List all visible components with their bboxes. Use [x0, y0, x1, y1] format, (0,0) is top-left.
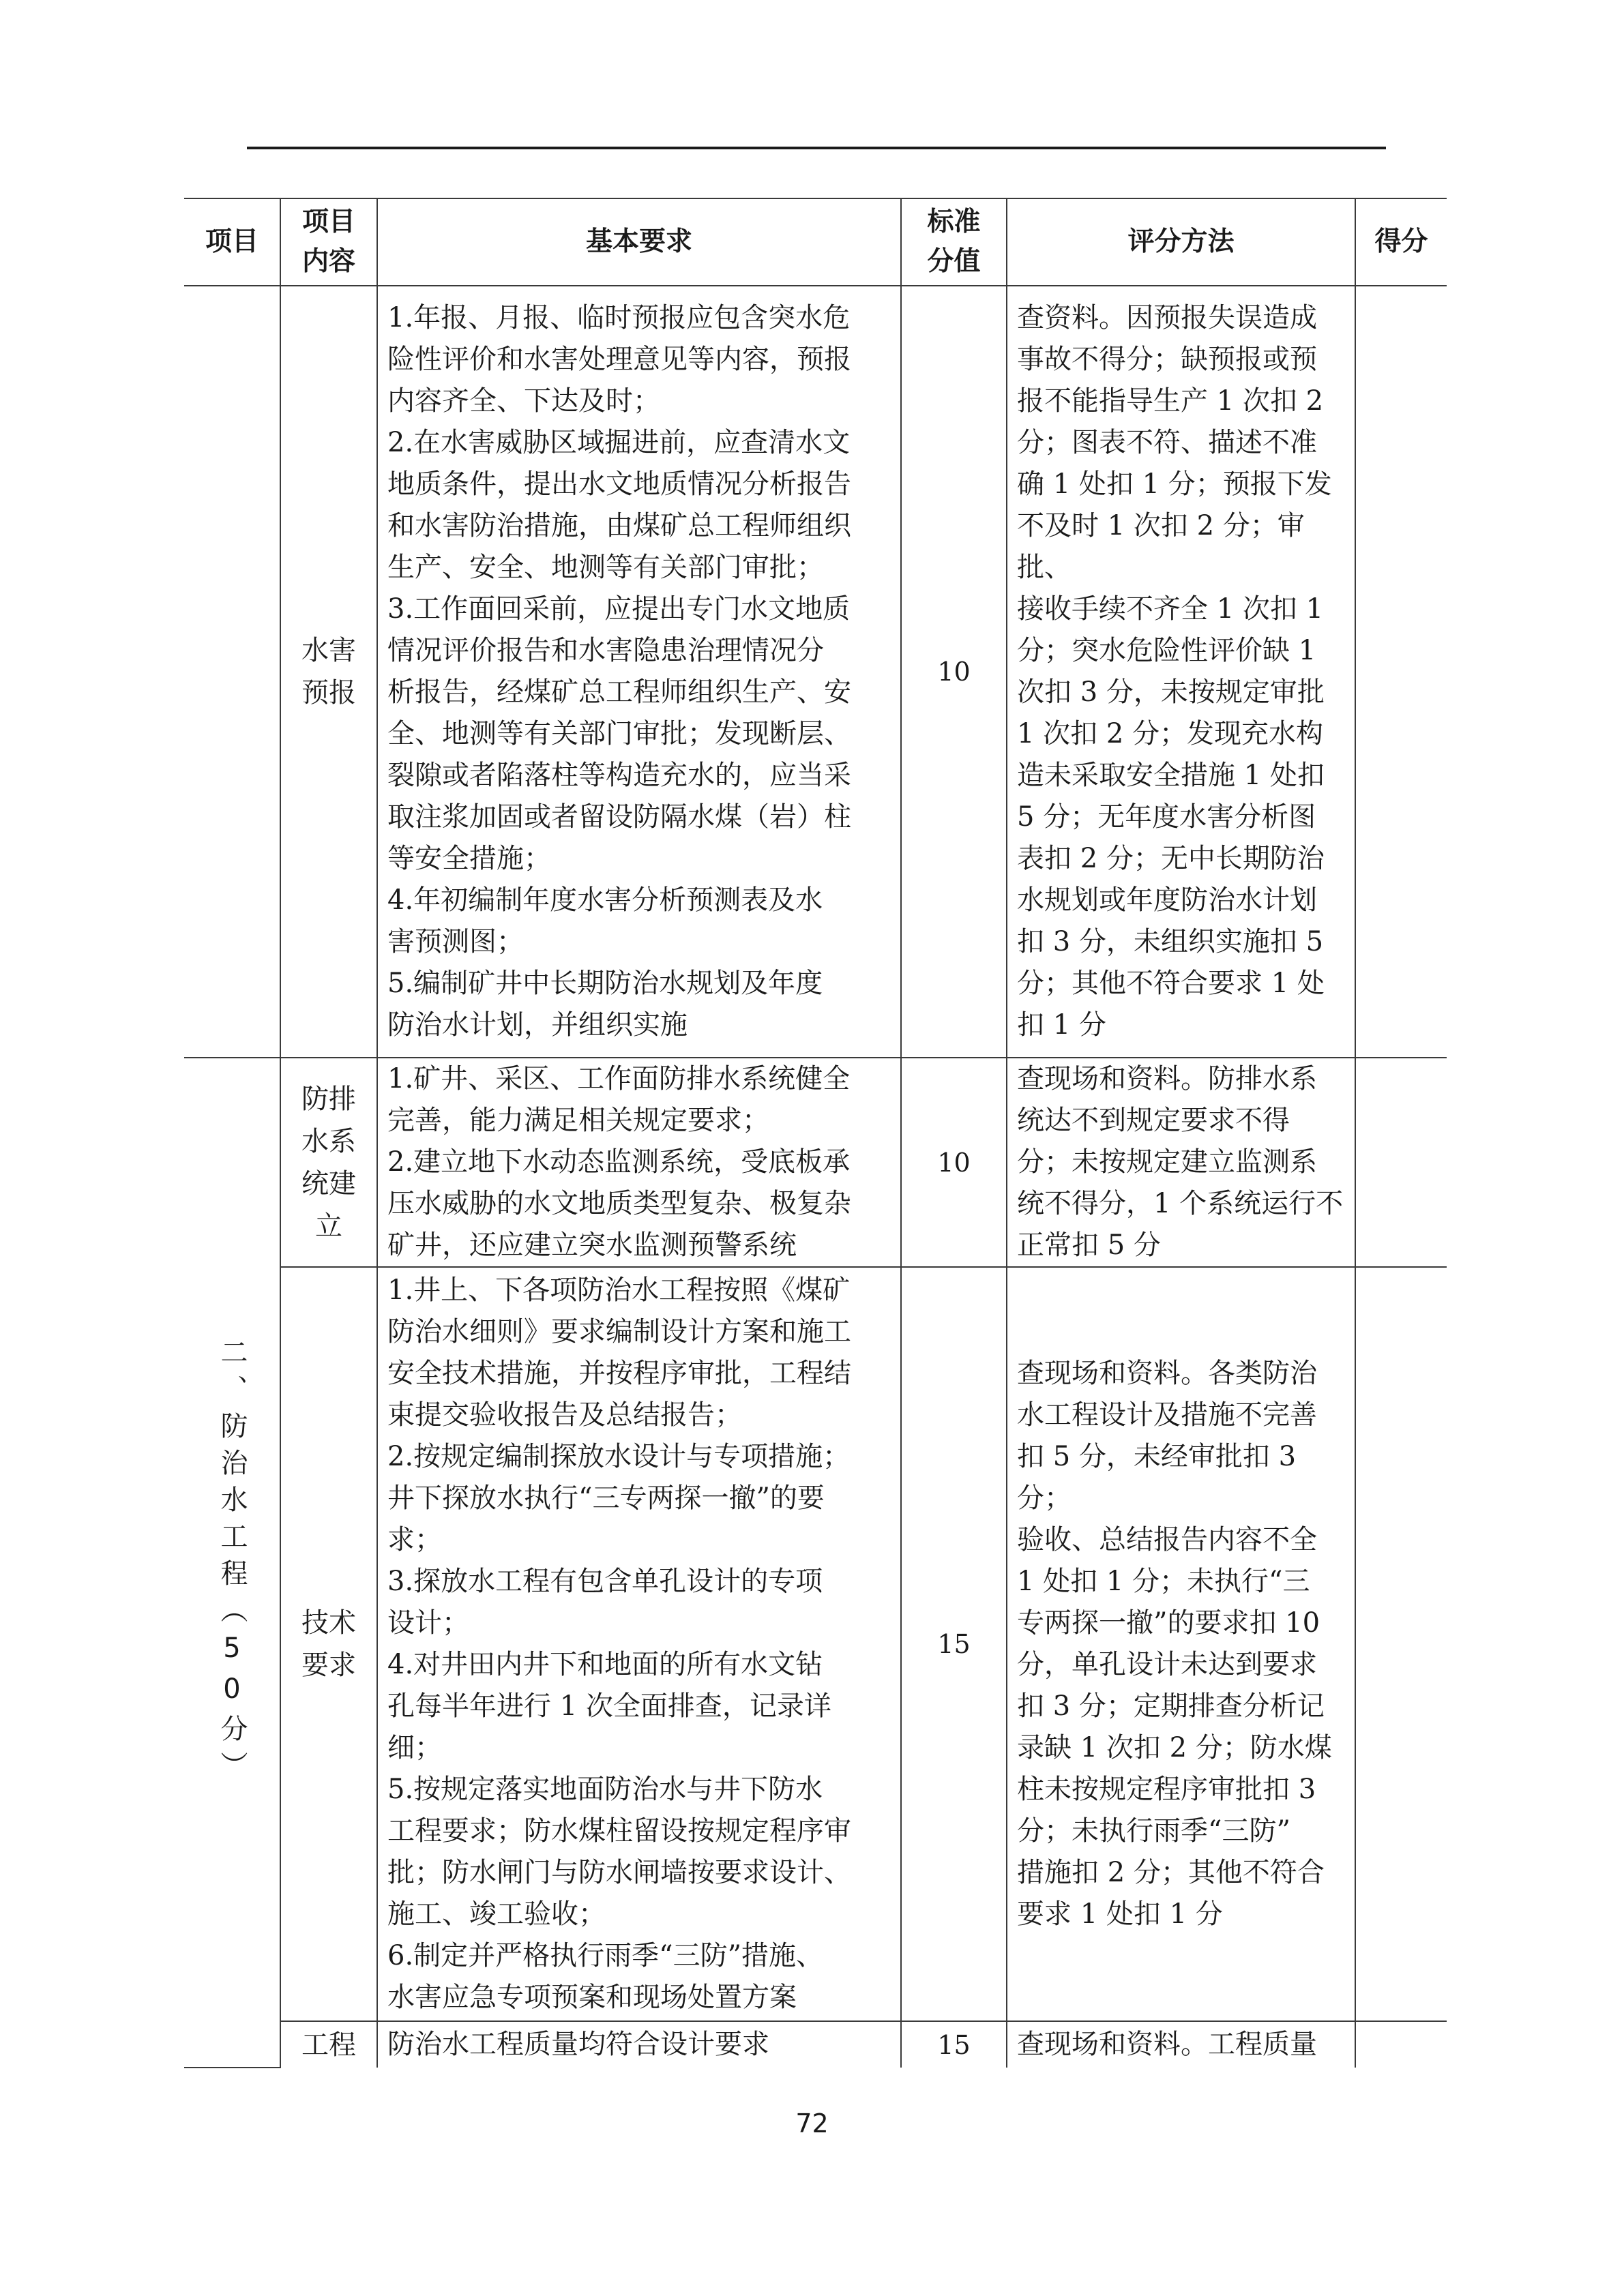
page-number: 72 — [795, 2108, 829, 2138]
method-line: 次扣 3 分，未按规定审批 — [1017, 676, 1325, 708]
item-content-line: 防排 — [301, 1083, 356, 1115]
scoring-method-text — [1017, 1058, 1345, 1266]
requirement-line: 生产、安全、地测等有关部门审批； — [387, 552, 824, 583]
requirement-line: 1.矿井、采区、工作面防排水系统健全 — [387, 1063, 851, 1094]
method-line: 统不得分，1 个系统运行不 — [1017, 1188, 1344, 1219]
requirement-line: 5.按规定落实地面防治水与井下防水 — [387, 1774, 823, 1805]
method-line: 查现场和资料。各类防治 — [1017, 1358, 1317, 1389]
requirement-line: 6.制定并严格执行雨季“三防”措施、 — [387, 1940, 824, 1971]
method-line: 造未采取安全措施 1 处扣 — [1017, 760, 1325, 791]
requirements-cell — [377, 1267, 901, 2021]
standard-score: 15 — [901, 1267, 1007, 2021]
requirements-cell — [377, 286, 901, 1058]
score-cell[interactable] — [1355, 2021, 1447, 2068]
item-section — [184, 1058, 280, 2068]
header-rule — [247, 147, 1386, 149]
item-content-line: 立 — [315, 1210, 342, 1242]
method-line: 正常扣 5 分 — [1017, 1229, 1161, 1261]
requirements-text — [387, 1058, 891, 1266]
requirement-line: 5.编制矿井中长期防治水规划及年度 — [387, 968, 823, 999]
scoring-method-text — [1017, 1353, 1345, 1935]
method-line: 水工程设计及措施不完善 — [1017, 1399, 1317, 1431]
score-cell[interactable] — [1355, 1267, 1447, 2021]
method-line: 验收、总结报告内容不全 — [1017, 1524, 1317, 1555]
requirement-line: 求； — [387, 1524, 442, 1555]
method-line: 确 1 处扣 1 分；预报下发 — [1017, 468, 1332, 500]
item-cell-empty — [184, 286, 280, 1058]
requirement-line: 压水威胁的水文地质类型复杂、极复杂 — [387, 1188, 851, 1219]
requirement-line: 2.在水害威胁区域掘进前，应查清水文 — [387, 427, 851, 458]
method-line: 扣 1 分 — [1017, 1009, 1106, 1041]
method-line: 查现场和资料。防排水系 — [1017, 1063, 1317, 1094]
requirement-line: 地质条件，提出水文地质情况分析报告 — [387, 468, 851, 500]
table-row — [184, 286, 1447, 1058]
requirement-line: 矿井，还应建立突水监测预警系统 — [387, 1229, 797, 1261]
item-content — [280, 1058, 377, 1267]
requirement-line: 安全技术措施，并按程序审批，工程结 — [387, 1358, 851, 1389]
method-line: 分；未按规定建立监测系 — [1017, 1146, 1317, 1178]
method-line: 表扣 2 分；无中长期防治 — [1017, 843, 1325, 874]
scoring-method-text — [1017, 297, 1345, 1046]
requirement-line: 3.工作面回采前，应提出专门水文地质 — [387, 593, 851, 625]
requirement-line: 全、地测等有关部门审批；发现断层、 — [387, 718, 851, 749]
requirement-line: 井下探放水执行“三专两探一撤”的要 — [387, 1482, 825, 1514]
scoring-method-text — [1017, 2024, 1345, 2066]
scoring-method-cell — [1007, 2021, 1355, 2068]
requirement-line: 3.探放水工程有包含单孔设计的专项 — [387, 1566, 823, 1597]
requirement-line: 裂隙或者陷落柱等构造充水的，应当采 — [387, 760, 851, 791]
requirement-line: 批；防水闸门与防水闸墙按要求设计、 — [387, 1857, 851, 1888]
requirement-line: 内容齐全、下达及时； — [387, 385, 660, 417]
requirement-line: 施工、竣工验收； — [387, 1898, 606, 1930]
requirement-line: 析报告，经煤矿总工程师组织生产、安 — [387, 676, 851, 708]
requirements-text — [387, 297, 891, 1046]
method-line: 分；其他不符合要求 1 处 — [1017, 968, 1325, 999]
table-row — [184, 1267, 1447, 2021]
requirement-line: 孔每半年进行 1 次全面排查，记录详 — [387, 1690, 831, 1722]
requirement-line: 取注浆加固或者留设防隔水煤（岩）柱 — [387, 801, 851, 833]
standard-score: 10 — [901, 1058, 1007, 1267]
method-line: 录缺 1 次扣 2 分；防水煤 — [1017, 1732, 1332, 1763]
method-line: 查资料。因预报失误造成 — [1017, 302, 1317, 333]
method-line: 分；突水危险性评价缺 1 — [1017, 635, 1316, 666]
scoring-table — [184, 198, 1447, 2068]
table-header-row — [184, 198, 1447, 286]
header-requirements: 基本要求 — [377, 198, 901, 286]
method-line: 措施扣 2 分；其他不符合 — [1017, 1857, 1325, 1888]
method-line: 不及时 1 次扣 2 分；审批、 — [1017, 510, 1305, 583]
method-line: 水规划或年度防治水计划 — [1017, 884, 1317, 916]
requirement-line: 2.建立地下水动态监测系统，受底板承 — [387, 1146, 851, 1178]
table-row — [184, 2021, 1447, 2068]
requirement-line: 和水害防治措施，由煤矿总工程师组织 — [387, 510, 851, 541]
method-line: 查现场和资料。工程质量 — [1017, 2029, 1317, 2060]
requirement-line: 2.按规定编制探放水设计与专项措施； — [387, 1441, 851, 1472]
method-line: 接收手续不齐全 1 次扣 1 — [1017, 593, 1324, 625]
standard-score: 10 — [901, 286, 1007, 1058]
requirement-line: 4.对井田内井下和地面的所有水文钻 — [387, 1649, 823, 1680]
header-item-content: 项目 内容 — [280, 198, 377, 286]
method-line: 分，单孔设计未达到要求 — [1017, 1649, 1317, 1680]
requirement-line: 水害应急专项预案和现场处置方案 — [387, 1982, 797, 2013]
item-content: 技术 要求 — [280, 1267, 377, 2021]
standard-score: 15 — [901, 2021, 1007, 2068]
method-line: 报不能指导生产 1 次扣 2 — [1017, 385, 1324, 417]
header-item: 项目 — [184, 198, 280, 286]
scoring-method-cell — [1007, 1267, 1355, 2021]
header-score: 得分 — [1355, 198, 1447, 286]
requirement-line: 工程要求；防水煤柱留设按规定程序审 — [387, 1815, 851, 1847]
section-label: 二、防治水工程（50分） — [216, 1337, 248, 1788]
method-line: 事故不得分；缺预报或预 — [1017, 344, 1317, 375]
item-content-line: 水系 — [301, 1125, 356, 1157]
method-line: 统达不到规定要求不得 — [1017, 1105, 1290, 1136]
requirement-line: 防治水细则》要求编制设计方案和施工 — [387, 1316, 851, 1347]
requirement-line: 细； — [387, 1732, 442, 1763]
method-line: 扣 3 分；定期排查分析记 — [1017, 1690, 1325, 1722]
requirement-line: 情况评价报告和水害隐患治理情况分 — [387, 635, 824, 666]
requirement-line: 1.井上、下各项防治水工程按照《煤矿 — [387, 1274, 851, 1306]
requirements-cell — [377, 2021, 901, 2068]
item-content: 工程 — [280, 2021, 377, 2068]
requirement-line: 1.年报、月报、临时预报应包含突水危 — [387, 302, 851, 333]
score-cell[interactable] — [1355, 286, 1447, 1058]
requirements-cell — [377, 1058, 901, 1267]
requirements-text — [387, 1270, 891, 2018]
requirement-line: 完善，能力满足相关规定要求； — [387, 1105, 769, 1136]
requirement-line: 设计； — [387, 1607, 469, 1639]
item-content-line: 统建 — [301, 1167, 356, 1199]
method-line: 分；未执行雨季“三防” — [1017, 1815, 1290, 1847]
requirement-line: 束提交验收报告及总结报告； — [387, 1399, 742, 1431]
method-line: 专两探一撤”的要求扣 10 — [1017, 1607, 1320, 1639]
header-scoring-method: 评分方法 — [1007, 198, 1355, 286]
method-line: 扣 3 分，未组织实施扣 5 — [1017, 926, 1324, 957]
method-line: 要求 1 处扣 1 分 — [1017, 1898, 1223, 1930]
method-line: 5 分；无年度水害分析图 — [1017, 801, 1316, 833]
method-line: 扣 5 分，未经审批扣 3 分； — [1017, 1441, 1297, 1514]
requirement-line: 4.年初编制年度水害分析预测表及水 — [387, 884, 823, 916]
table-row — [184, 1058, 1447, 1267]
scoring-method-cell — [1007, 286, 1355, 1058]
requirement-line: 防治水工程质量均符合设计要求 — [387, 2029, 769, 2060]
scoring-method-cell — [1007, 1058, 1355, 1267]
score-cell[interactable] — [1355, 1058, 1447, 1267]
requirement-line: 险性评价和水害处理意见等内容，预报 — [387, 344, 851, 375]
item-content: 水害 预报 — [280, 286, 377, 1058]
requirement-line: 防治水计划，并组织实施 — [387, 1009, 688, 1041]
requirement-line: 等安全措施； — [387, 843, 551, 874]
method-line: 分；图表不符、描述不准 — [1017, 427, 1317, 458]
method-line: 1 次扣 2 分；发现充水构 — [1017, 718, 1324, 749]
header-standard-score: 标准 分值 — [901, 198, 1007, 286]
method-line: 柱未按规定程序审批扣 3 — [1017, 1774, 1316, 1805]
requirements-text — [387, 2024, 891, 2066]
method-line: 1 处扣 1 分；未执行“三 — [1017, 1566, 1310, 1597]
requirement-line: 害预测图； — [387, 926, 524, 957]
